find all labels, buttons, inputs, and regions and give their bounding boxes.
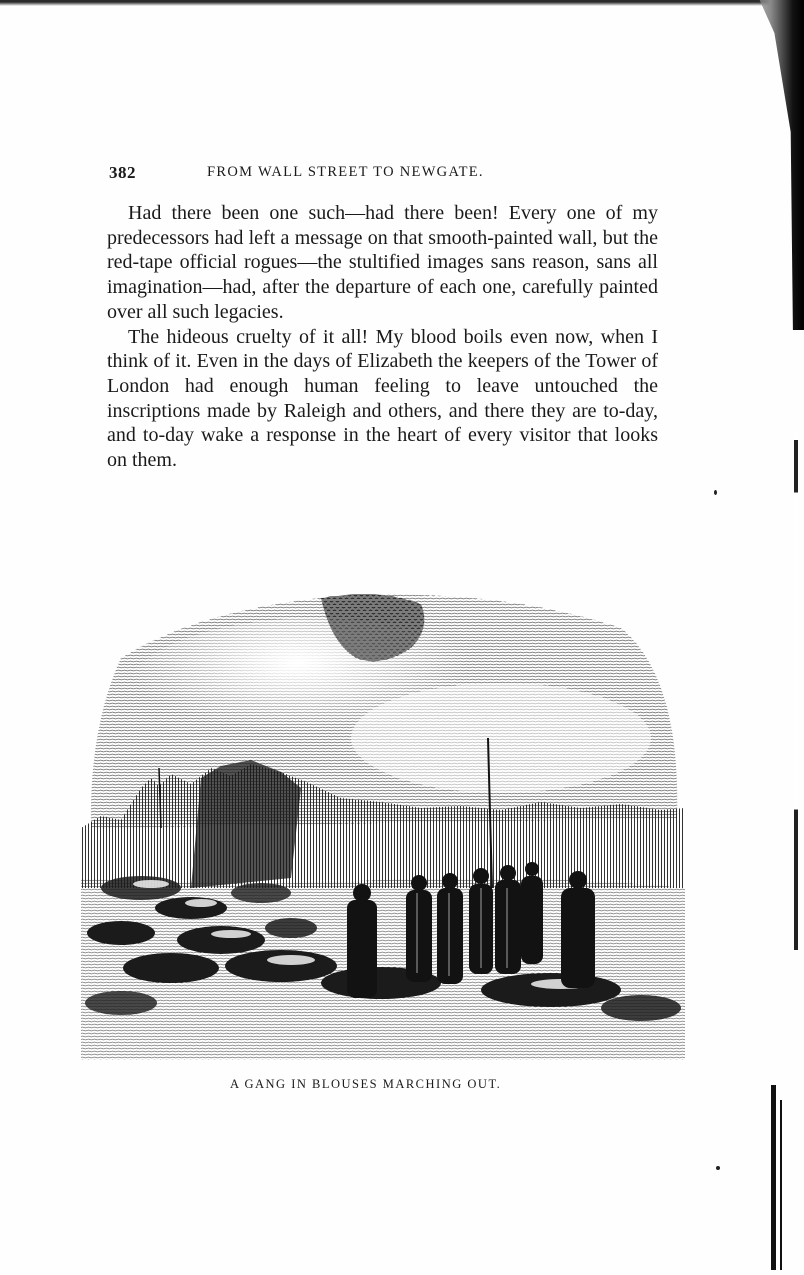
scan-speck bbox=[716, 1166, 720, 1170]
scan-edge-mark bbox=[780, 1100, 782, 1270]
running-head bbox=[109, 163, 657, 185]
scan-speck bbox=[714, 490, 717, 495]
scan-edge-top bbox=[0, 0, 804, 8]
engraving-illustration bbox=[81, 588, 685, 1060]
scan-edge-shadow bbox=[730, 0, 804, 330]
paragraph: Had there been one such—had there been! Every one of my predecessors had left a message on that smooth-painted wall, but the red-tape official rogues—the stultified images sans reason, sans all imagination—had, after the departure of each one, carefully painted over all such legacies. bbox=[107, 202, 658, 323]
illustration-caption: A GANG IN BLOUSES MARCHING OUT. bbox=[230, 1077, 502, 1091]
scan-edge-mark bbox=[771, 1085, 776, 1270]
paragraph: The hideous cruelty of it all! My blood boils even now, when I think of it. Even in the days of Elizabeth the keepers of the Tower of London had enough human feeling to leave untouched the inscriptions made by Raleigh and others, and there they are to-day, and to-day wake a response in the heart of every visitor that looks on them. bbox=[107, 325, 658, 472]
running-title: FROM WALL STREET TO NEWGATE. bbox=[207, 164, 484, 180]
body-text bbox=[107, 201, 658, 473]
page-number: 382 bbox=[109, 163, 136, 182]
scan-edge-mark bbox=[794, 430, 798, 950]
